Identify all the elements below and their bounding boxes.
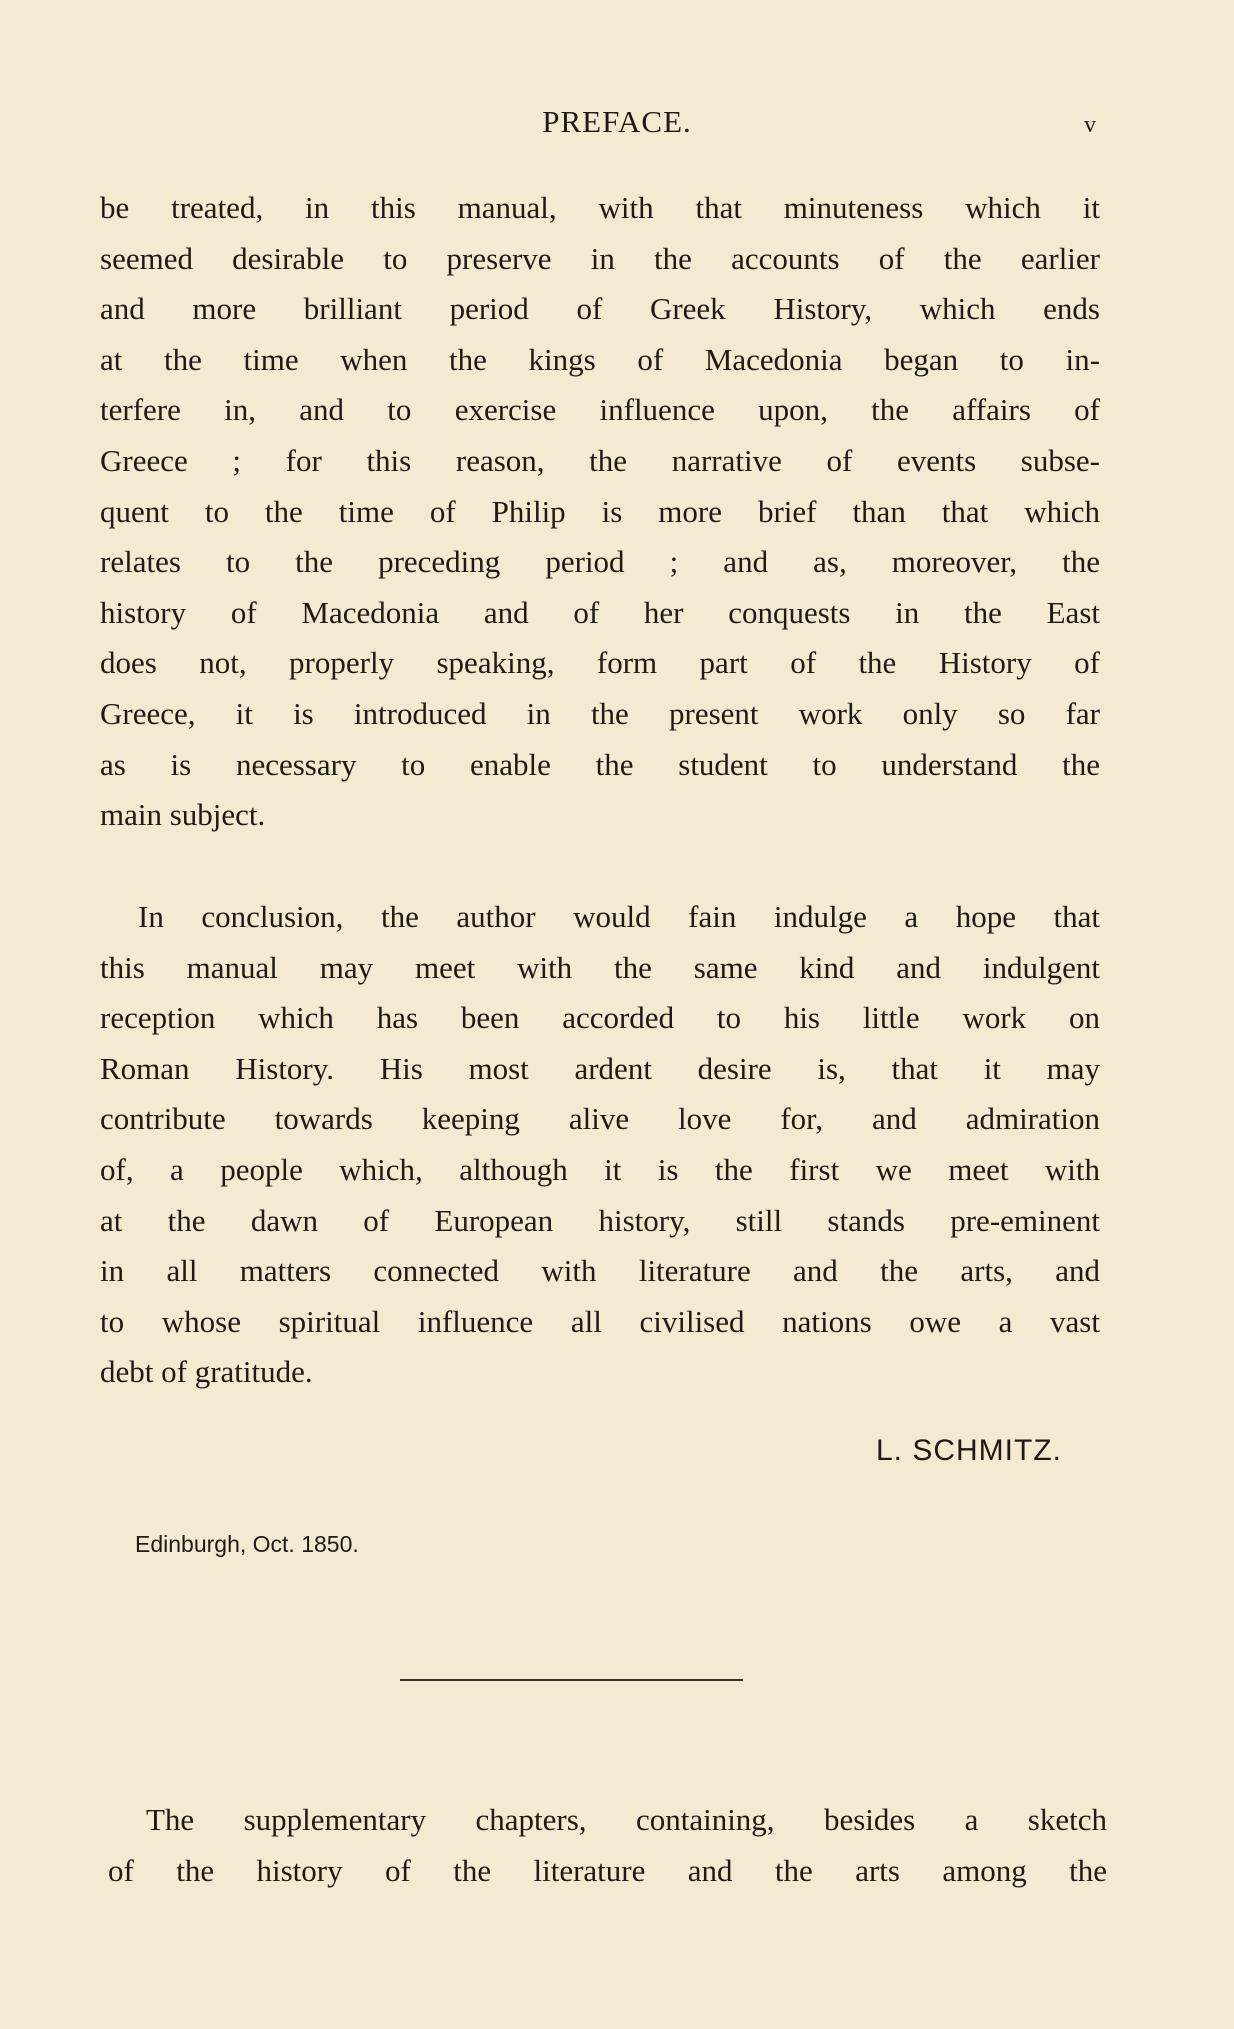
page-number: v	[1084, 112, 1096, 138]
text-line: Greece ; for this reason, the narrative of events subse-	[100, 442, 1100, 478]
text-line: at the time when the kings of Macedonia began to in-	[100, 341, 1100, 377]
text-line: terfere in, and to exercise influence upon, the affairs of	[100, 392, 1100, 428]
paragraph-continued	[100, 183, 1100, 841]
text-line: contribute towards keeping alive love for, and admiration	[100, 1101, 1100, 1137]
text-line: main subject.	[100, 797, 266, 833]
running-title: PREFACE.	[542, 104, 692, 139]
text-line: debt of gratitude.	[100, 1354, 313, 1390]
text-line: relates to the preceding period ; and as, moreover, the	[100, 544, 1100, 580]
text-line: this manual may meet with the same kind and indulgent	[100, 949, 1100, 985]
text-line: history of Macedonia and of her conquests in the East	[100, 594, 1100, 630]
text-line: quent to the time of Philip is more brief than that which	[100, 493, 1100, 529]
text-line: at the dawn of European history, still stands pre-eminent	[100, 1202, 1100, 1238]
paragraph-conclusion	[100, 892, 1100, 1398]
text-line: and more brilliant period of Greek History, which ends	[100, 291, 1100, 327]
text-line: in all matters connected with literature and the arts, and	[100, 1253, 1100, 1289]
dateline: Edinburgh, Oct. 1850.	[135, 1531, 359, 1557]
text-line: of, a people which, although it is the first we meet with	[100, 1151, 1100, 1187]
section-divider	[400, 1679, 743, 1681]
text-line: In conclusion, the author would fain indulge a hope that	[138, 899, 1100, 934]
text-line: to whose spiritual influence all civilised nations owe a vast	[100, 1303, 1100, 1339]
text-line: Greece, it is introduced in the present work only so far	[100, 695, 1100, 731]
text-line: be treated, in this manual, with that minuteness which it	[100, 190, 1100, 225]
text-line: does not, properly speaking, form part of the History of	[100, 645, 1100, 681]
running-head	[0, 104, 1234, 144]
text-line: of the history of the literature and the arts among the	[108, 1852, 1107, 1888]
text-line: as is necessary to enable the student to understand the	[100, 746, 1100, 782]
author-signature: L. SCHMITZ.	[875, 1434, 1062, 1467]
text-line: The supplementary chapters, containing, besides a sketch	[146, 1802, 1107, 1837]
text-line: seemed desirable to preserve in the accounts of the earlier	[100, 240, 1100, 276]
text-line: reception which has been accorded to his little work on	[100, 1000, 1100, 1036]
text-line: Roman History. His most ardent desire is, that it may	[100, 1050, 1100, 1086]
paragraph-supplementary	[108, 1795, 1107, 1896]
